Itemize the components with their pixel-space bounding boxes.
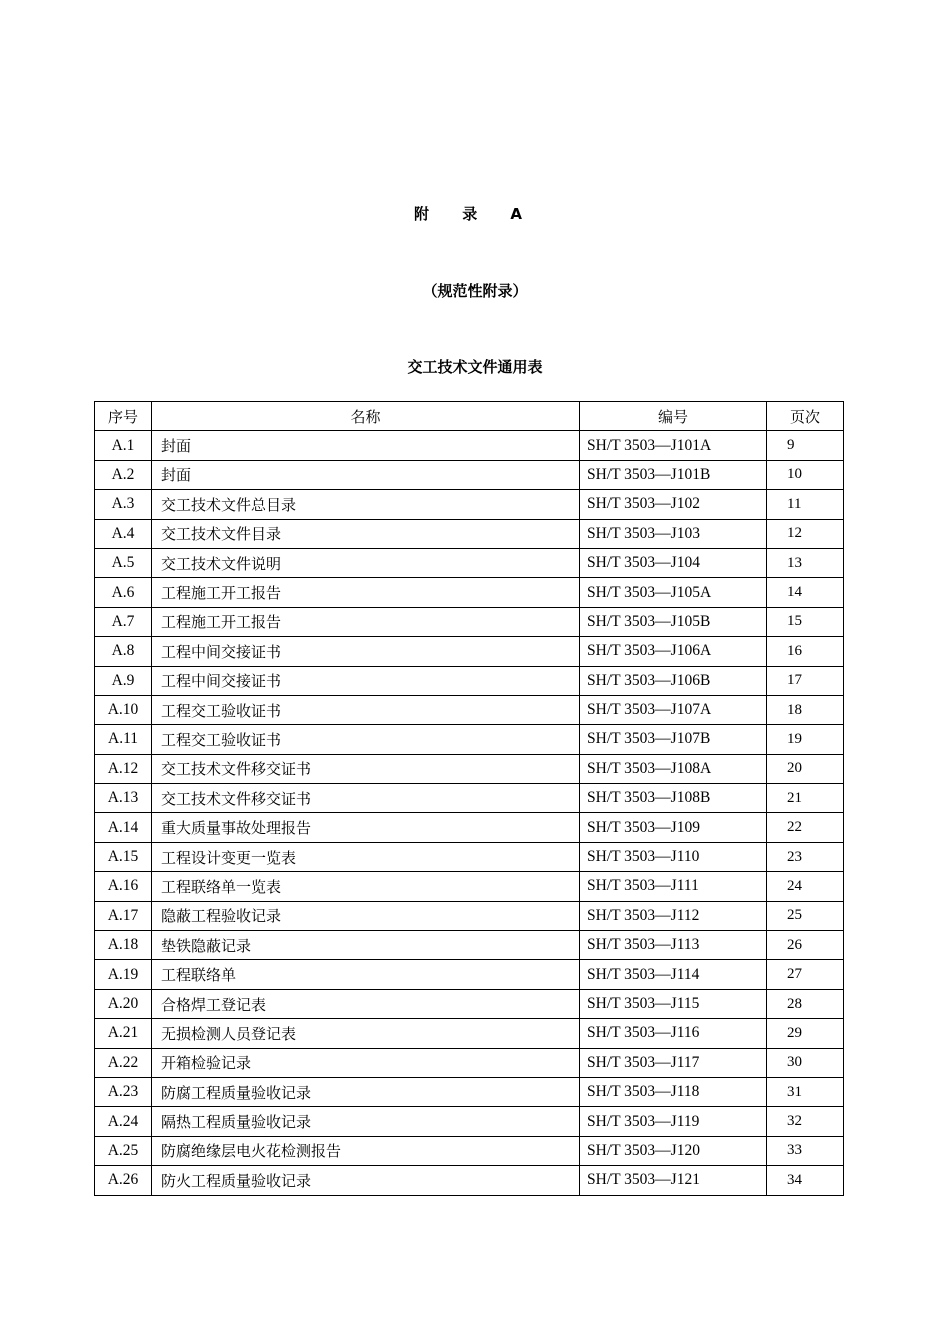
row-number: A.5 — [95, 548, 152, 577]
form-name: 交工技术文件移交证书 — [152, 784, 580, 813]
form-name: 工程联络单一览表 — [152, 872, 580, 901]
form-name: 工程交工验收证书 — [152, 725, 580, 754]
row-number: A.11 — [95, 725, 152, 754]
form-name: 工程联络单 — [152, 960, 580, 989]
page-number: 15 — [767, 607, 844, 636]
page-number: 26 — [767, 931, 844, 960]
form-name: 工程交工验收证书 — [152, 695, 580, 724]
form-code: SH/T 3503—J116 — [580, 1019, 767, 1048]
row-number: A.8 — [95, 637, 152, 666]
page-number: 16 — [767, 637, 844, 666]
page-number: 24 — [767, 872, 844, 901]
page-number: 9 — [767, 431, 844, 460]
table-row — [95, 931, 844, 960]
table-row — [95, 695, 844, 724]
page-number: 32 — [767, 1107, 844, 1136]
table-row — [95, 460, 844, 489]
form-code: SH/T 3503—J106A — [580, 637, 767, 666]
row-number: A.12 — [95, 754, 152, 783]
page-number: 34 — [767, 1166, 844, 1195]
row-number: A.10 — [95, 695, 152, 724]
table-row — [95, 490, 844, 519]
form-name: 防腐工程质量验收记录 — [152, 1077, 580, 1106]
form-code: SH/T 3503—J114 — [580, 960, 767, 989]
table-row — [95, 431, 844, 460]
form-name: 交工技术文件目录 — [152, 519, 580, 548]
form-name: 封面 — [152, 431, 580, 460]
row-number: A.25 — [95, 1136, 152, 1165]
form-name: 工程施工开工报告 — [152, 578, 580, 607]
form-name: 防火工程质量验收记录 — [152, 1166, 580, 1195]
page-number: 28 — [767, 989, 844, 1018]
form-code: SH/T 3503—J119 — [580, 1107, 767, 1136]
page-number: 14 — [767, 578, 844, 607]
header-no: 序号 — [95, 402, 152, 431]
appendix-subtitle: （规范性附录） — [422, 282, 528, 300]
form-code: SH/T 3503—J101A — [580, 431, 767, 460]
row-number: A.9 — [95, 666, 152, 695]
row-number: A.13 — [95, 784, 152, 813]
table-row — [95, 519, 844, 548]
row-number: A.24 — [95, 1107, 152, 1136]
table-row — [95, 548, 844, 577]
page-number: 25 — [767, 901, 844, 930]
row-number: A.17 — [95, 901, 152, 930]
form-code: SH/T 3503—J101B — [580, 460, 767, 489]
row-number: A.7 — [95, 607, 152, 636]
row-number: A.19 — [95, 960, 152, 989]
row-number: A.15 — [95, 842, 152, 871]
page-number: 31 — [767, 1077, 844, 1106]
page-number: 10 — [767, 460, 844, 489]
table-row — [95, 725, 844, 754]
table-row — [95, 872, 844, 901]
table-row — [95, 1048, 844, 1077]
row-number: A.20 — [95, 989, 152, 1018]
row-number: A.14 — [95, 813, 152, 842]
table-row — [95, 901, 844, 930]
table-row — [95, 607, 844, 636]
page-number: 11 — [767, 490, 844, 519]
table-row — [95, 1107, 844, 1136]
form-code: SH/T 3503—J107B — [580, 725, 767, 754]
table-row — [95, 1077, 844, 1106]
form-name: 重大质量事故处理报告 — [152, 813, 580, 842]
page-number: 23 — [767, 842, 844, 871]
form-name: 交工技术文件移交证书 — [152, 754, 580, 783]
form-code: SH/T 3503—J105B — [580, 607, 767, 636]
form-code: SH/T 3503—J105A — [580, 578, 767, 607]
row-number: A.4 — [95, 519, 152, 548]
form-name: 合格焊工登记表 — [152, 989, 580, 1018]
form-name: 交工技术文件总目录 — [152, 490, 580, 519]
row-number: A.2 — [95, 460, 152, 489]
form-name: 工程中间交接证书 — [152, 666, 580, 695]
form-code: SH/T 3503—J109 — [580, 813, 767, 842]
header-page: 页次 — [767, 402, 844, 431]
table-row — [95, 989, 844, 1018]
page-number: 18 — [767, 695, 844, 724]
page-number: 13 — [767, 548, 844, 577]
form-code: SH/T 3503—J108B — [580, 784, 767, 813]
table-row — [95, 1166, 844, 1195]
page-number: 27 — [767, 960, 844, 989]
form-code: SH/T 3503—J112 — [580, 901, 767, 930]
form-code: SH/T 3503—J118 — [580, 1077, 767, 1106]
row-number: A.6 — [95, 578, 152, 607]
form-code: SH/T 3503—J120 — [580, 1136, 767, 1165]
table-row — [95, 1136, 844, 1165]
form-name: 无损检测人员登记表 — [152, 1019, 580, 1048]
form-code: SH/T 3503—J107A — [580, 695, 767, 724]
row-number: A.21 — [95, 1019, 152, 1048]
page-number: 29 — [767, 1019, 844, 1048]
form-code: SH/T 3503—J115 — [580, 989, 767, 1018]
form-code: SH/T 3503—J102 — [580, 490, 767, 519]
form-code: SH/T 3503—J103 — [580, 519, 767, 548]
form-name: 隐蔽工程验收记录 — [152, 901, 580, 930]
form-name: 工程设计变更一览表 — [152, 842, 580, 871]
row-number: A.26 — [95, 1166, 152, 1195]
table-body — [95, 431, 844, 1195]
form-code: SH/T 3503—J110 — [580, 842, 767, 871]
page-number: 21 — [767, 784, 844, 813]
row-number: A.3 — [95, 490, 152, 519]
table-title: 交工技术文件通用表 — [407, 358, 543, 376]
form-name: 开箱检验记录 — [152, 1048, 580, 1077]
page-number: 17 — [767, 666, 844, 695]
form-code: SH/T 3503—J104 — [580, 548, 767, 577]
form-code: SH/T 3503—J117 — [580, 1048, 767, 1077]
form-name: 交工技术文件说明 — [152, 548, 580, 577]
table-row — [95, 578, 844, 607]
form-name: 垫铁隐蔽记录 — [152, 931, 580, 960]
forms-table — [94, 401, 844, 1196]
table-row — [95, 842, 844, 871]
table-row — [95, 1019, 844, 1048]
form-code: SH/T 3503—J106B — [580, 666, 767, 695]
row-number: A.23 — [95, 1077, 152, 1106]
form-code: SH/T 3503—J111 — [580, 872, 767, 901]
page-number: 30 — [767, 1048, 844, 1077]
form-name: 工程中间交接证书 — [152, 637, 580, 666]
table-row — [95, 754, 844, 783]
table-row — [95, 666, 844, 695]
table-row — [95, 813, 844, 842]
form-code: SH/T 3503—J113 — [580, 931, 767, 960]
form-code: SH/T 3503—J108A — [580, 754, 767, 783]
table-header-row — [95, 402, 844, 431]
header-code: 编号 — [580, 402, 767, 431]
page-number: 20 — [767, 754, 844, 783]
row-number: A.18 — [95, 931, 152, 960]
form-name: 工程施工开工报告 — [152, 607, 580, 636]
form-name: 隔热工程质量验收记录 — [152, 1107, 580, 1136]
page-number: 22 — [767, 813, 844, 842]
row-number: A.16 — [95, 872, 152, 901]
page-number: 19 — [767, 725, 844, 754]
page-number: 33 — [767, 1136, 844, 1165]
table-row — [95, 960, 844, 989]
table-row — [95, 784, 844, 813]
row-number: A.22 — [95, 1048, 152, 1077]
form-code: SH/T 3503—J121 — [580, 1166, 767, 1195]
form-name: 封面 — [152, 460, 580, 489]
form-name: 防腐绝缘层电火花检测报告 — [152, 1136, 580, 1165]
table-row — [95, 637, 844, 666]
appendix-title: 附 录 A — [413, 205, 537, 223]
row-number: A.1 — [95, 431, 152, 460]
page-number: 12 — [767, 519, 844, 548]
header-name: 名称 — [152, 402, 580, 431]
